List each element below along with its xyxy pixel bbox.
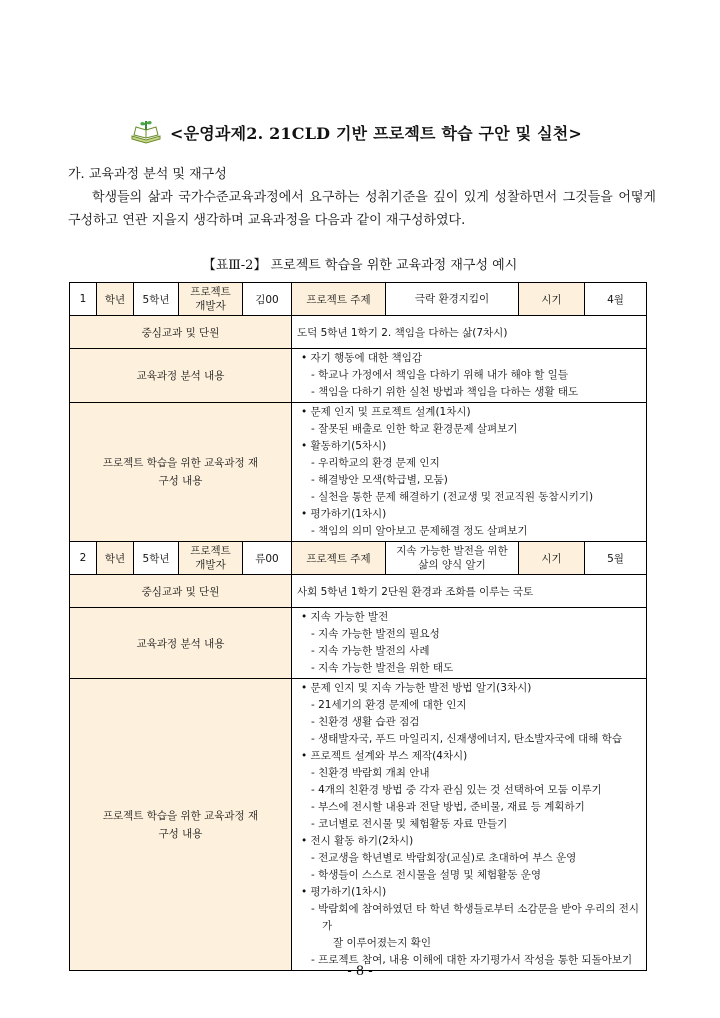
grade-label: 학년 [97, 542, 134, 575]
list-item: - 코너별로 전시물 및 체험활동 자료 만들기 [311, 818, 508, 830]
subject-unit-value: 도덕 5학년 1학기 2. 책임을 다하는 삶(7차시) [292, 316, 647, 349]
list-item: - 부스에 전시할 내용과 전달 방법, 준비물, 재료 등 계획하기 [311, 801, 585, 813]
section-title: 가. 교육과정 분석 및 재구성 [68, 167, 227, 182]
book-icon [130, 118, 162, 146]
list-item: - 21세기의 환경 문제에 대한 인지 [311, 699, 467, 711]
list-item: - 생태발자국, 푸드 마일리지, 신재생에너지, 탄소발자국에 대해 학습 [311, 733, 623, 745]
heading-title: <운영과제2. 21CLD 기반 프로젝트 학습 구안 및 실천> [170, 123, 582, 143]
developer-value: 류00 [243, 542, 292, 575]
list-item: • 평가하기(1차시) [301, 508, 387, 520]
table-caption: 【표Ⅲ-2】 프로젝트 학습을 위한 교육과정 재구성 예시 [202, 258, 518, 273]
list-item: • 문제 인지 및 프로젝트 설계(1차시) [301, 406, 471, 418]
page-number: - 8 - [347, 964, 373, 979]
reconstruction-row [70, 679, 647, 971]
list-item: - 지속 가능한 발전의 사례 [311, 645, 430, 657]
project-number: 1 [70, 283, 97, 316]
list-item: • 자기 행동에 대한 책임감 [301, 352, 422, 364]
subject-unit-row [70, 316, 647, 349]
list-item: - 전교생을 학년별로 박람회장(교실)로 초대하여 부스 운영 [311, 852, 577, 864]
theme-label: 프로젝트 주제 [292, 283, 386, 316]
list-item: • 활동하기(5차시) [301, 440, 387, 452]
analysis-label: 교육과정 분석 내용 [70, 349, 292, 403]
list-item: - 친환경 생활 습관 점검 [311, 716, 420, 728]
list-item: - 학교나 가정에서 책임을 다하기 위해 내가 해야 할 일들 [311, 369, 568, 381]
project-header-row [70, 542, 647, 575]
list-item: - 책임을 다하기 위한 실천 방법과 책임을 다하는 생활 태도 [311, 386, 579, 398]
grade-value: 5학년 [134, 283, 179, 316]
list-item: - 학생들이 스스로 전시물을 설명 및 체험활동 운영 [311, 869, 542, 881]
list-item: - 지속 가능한 발전을 위한 태도 [311, 662, 454, 674]
list-item: - 지속 가능한 발전의 필요성 [311, 628, 440, 640]
grade-label: 학년 [97, 283, 134, 316]
developer-label: 프로젝트 개발자 [179, 542, 243, 575]
analysis-content [292, 349, 647, 403]
list-item: - 박람회에 참여하였던 타 학년 학생들로부터 소감문을 받아 우리의 전시가 [311, 903, 639, 932]
subject-unit-value: 사회 5학년 1학기 2단원 환경과 조화를 이루는 국토 [292, 575, 647, 608]
list-item: • 평가하기(1차시) [301, 886, 387, 898]
list-item: • 문제 인지 및 지속 가능한 발전 방법 알기(3차시) [301, 682, 532, 694]
period-label: 시기 [519, 283, 585, 316]
grade-value: 5학년 [134, 542, 179, 575]
list-item: - 우리학교의 환경 문제 인지 [311, 457, 440, 469]
list-item: - 실천을 통한 문제 해결하기 (전교생 및 전교직원 동참시키기) [311, 491, 594, 503]
list-item: - 해결방안 모색(학급별, 모둠) [311, 474, 448, 486]
theme-value: 극락 환경지킴이 [386, 283, 519, 316]
list-item: 잘 이루어졌는지 확인 [333, 937, 431, 949]
developer-label: 프로젝트 개발자 [179, 283, 243, 316]
curriculum-table [69, 282, 647, 971]
reconstruction-label: 프로젝트 학습을 위한 교육과정 재구성 내용 [70, 679, 292, 971]
subject-unit-label: 중심교과 및 단원 [70, 316, 292, 349]
period-label: 시기 [519, 542, 585, 575]
analysis-content [292, 608, 647, 679]
list-item: - 책임의 의미 알아보고 문제해결 정도 살펴보기 [311, 525, 528, 537]
assignment-heading [130, 118, 582, 146]
subject-unit-label: 중심교과 및 단원 [70, 575, 292, 608]
list-item: • 지속 가능한 발전 [301, 611, 389, 623]
analysis-row [70, 349, 647, 403]
period-value: 5월 [585, 542, 647, 575]
list-item: - 4개의 친환경 방법 중 각자 관심 있는 것 선택하여 모둠 이루기 [311, 784, 602, 796]
project-number: 2 [70, 542, 97, 575]
developer-value: 김00 [243, 283, 292, 316]
list-item: • 프로젝트 설계와 부스 제작(4차시) [301, 750, 468, 762]
period-value: 4월 [585, 283, 647, 316]
subject-unit-row [70, 575, 647, 608]
reconstruction-row [70, 403, 647, 542]
analysis-row [70, 608, 647, 679]
list-item: • 전시 활동 하기(2차시) [301, 835, 414, 847]
reconstruction-label: 프로젝트 학습을 위한 교육과정 재구성 내용 [70, 403, 292, 542]
list-item: - 친환경 박람회 개최 안내 [311, 767, 430, 779]
reconstruction-content [292, 403, 647, 542]
reconstruction-content [292, 679, 647, 971]
section-paragraph: 학생들의 삶과 국가수준교육과정에서 요구하는 성취기준을 깊이 있게 성찰하면서 그것들을 어떻게 구성하고 연관 지을지 생각하며 교육과정을 다음과 같이 재구성하였다. [68, 190, 656, 228]
list-item: - 잘못된 배출로 인한 학교 환경문제 살펴보기 [311, 423, 518, 435]
list-item: - 프로젝트 참여, 내용 이해에 대한 자기평가서 작성을 통한 되돌아보기 [311, 954, 633, 966]
theme-label: 프로젝트 주제 [292, 542, 386, 575]
analysis-label: 교육과정 분석 내용 [70, 608, 292, 679]
project-header-row [70, 283, 647, 316]
theme-value: 지속 가능한 발전을 위한 삶의 양식 알기 [386, 542, 519, 575]
